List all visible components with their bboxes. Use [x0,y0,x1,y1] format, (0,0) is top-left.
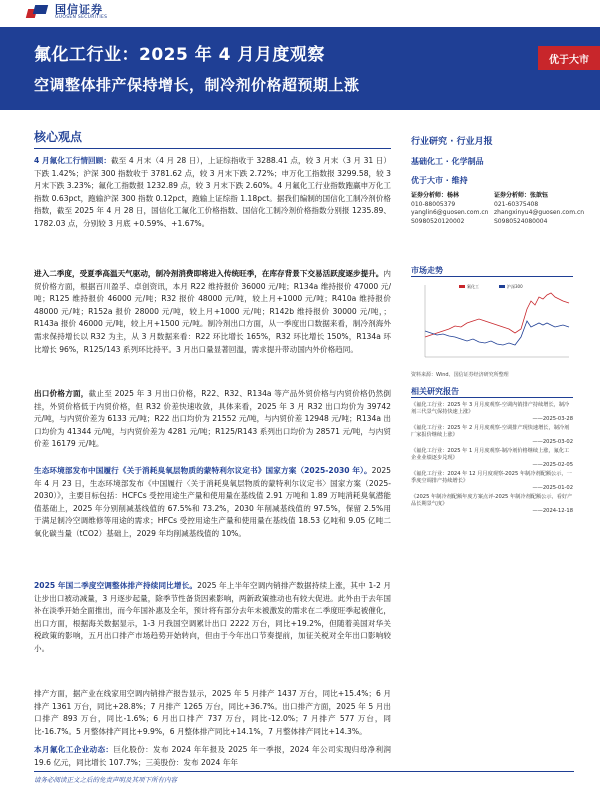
related-report-title: 《氟化工行业：2024 年 12 月月度观察-2025 年制冷剂配额公示，一季度空调排产持续增长》 [411,471,572,484]
logo-text-en: GUOSEN SECURITIES [55,14,108,20]
related-report-title: 《氟化工行业：2025 年 1 月月度观察-制冷剂价格继续上涨，氟化工企业业绩逐步兑现》 [411,448,570,461]
paragraph-body: 截止至 2025 年 3 月出口价格，R22、R32、R134a 等产品外贸价格与内贸价格仍然倒挂，外贸价格低于内贸价格，但 R32 价差快速收敛，具体来看，2025 年 3 月 R32 出口均价为 39742 元/吨，与内贸价差为 6133 元/吨；R22 出口均价为 21552 元/吨，与内贸价差 12948 元/吨；R134a 出口均价为 41344 元/吨，与内贸价差为 4281 元/吨；R125/R143 系列出口均价为 28571 元/吨，与内贸价差 16179 元/吨。 [34,389,391,449]
paragraph-body: 2025 年上半年空调内销排产数据持续上涨，其中 1-2 月让步出口被动减量，3 月逐步起量，除季节性备货因素影响，两新政策推动也有较大促进。此外由于去年国补在淡季开始全面推出，而今年国补惠及全年，预计将有部分去年未被激发的需求在二季度旺季起被催化，出口方面，根据海关数据显示，1-3 月我国空调累计出口 2222 万台，同比+19.2%，但随着美国对华关税政策的影响，五月出口排产市场趋势开始转向，但由于今年出口节奏提前，加征关税对全年出口影响较小。 [34,581,392,653]
paragraph-heading: 4 月氟化工行情回顾： [34,156,111,165]
legend-label-hs300: 沪深300 [507,284,523,289]
report-title: 氟化工行业：2025 年 4 月月度观察 [34,45,325,65]
rating-line: 优于大市 · 维持 [411,176,468,185]
paragraph-body: 巨化股份：发布 2024 年年报及 2025 年一季报，2024 年公司实现归母净利润 19.6 亿元，同比增长 107.7%；三美股份：发布 2024 年年 [34,745,392,767]
paragraph-body: 内贸价格方面，根据百川盈孚、卓创资讯，本月 R22 维持报价 36000 元/吨；R134a 维持报价 47000 元/吨；R125 维持报价 46000 元/吨；R32 报价 48000 元/吨，较上月+1000 元/吨；R410a 维持报价 48000 元/吨；R152a 报价 28000 元/吨，较上月+1000 元/吨；R142b 维持报价 30000 元/吨，；R143a 报价 46000 元/吨，较上月+1500 元/吨。制冷剂出口方面，从一季度出口数据来看，制冷剂海外需求保持增长以 R32 为主，从 3 月数据来看：R22 环比增长 165%，R32 环比增长 150%，R134a 环比增长 96%，R125/143 系列环比持平。3 月出口量显著回温，需求提升带动国内外价格趋同。 [34,269,391,354]
related-report-title: 《2025 年制冷剂配额年度方案点评-2025 年制冷剂配额公示，看好产品长期景气度》 [411,494,573,507]
footer-disclaimer: 请务必阅读正文之后的免责声明及其项下所有内容 [34,776,177,784]
related-report-item[interactable] [411,402,573,423]
footer-divider [34,771,574,772]
related-report-title: 《氟化工行业：2025 年 2 月月度观察-空调排产现快速增长，制冷剂厂家报价继续上涨》 [411,425,570,438]
paragraph-production-schedule [34,688,391,738]
related-report-item[interactable] [411,494,573,515]
analyst-email: yanglin6@guosen.com.cn [411,209,489,216]
related-report-date: ——2025-01-02 [532,485,573,491]
sector-label: 基础化工 · 化学制品 [411,157,484,166]
analyst-email: zhangxinyu4@guosen.com.cn [494,209,585,216]
market-trend-title: 市场走势 [411,266,443,275]
paragraph-ac-production [34,580,391,656]
market-trend-chart [411,279,573,369]
paragraph-heading: 进入二季度，受夏季高温天气驱动，制冷剂消费即将进入传统旺季，在库存背景下交易活跃度逐步提升。 [34,269,384,278]
related-reports-divider [411,397,573,398]
related-report-date: ——2025-03-28 [532,416,573,422]
legend-swatch-hs300 [499,285,505,288]
logo-text-cn: 国信证券 [55,2,103,16]
related-report-date: ——2024-12-18 [532,508,573,514]
related-report-date: ——2025-02-05 [532,462,573,468]
analyst-phone: 021-60375408 [494,200,539,208]
analyst-card-1 [411,192,488,226]
paragraph-company-news [34,744,391,769]
section-divider [34,148,391,149]
paragraph-body: 截至 4 月末（4 月 28 日），上证综指收于 3288.41 点，较 3 月末（3 月 31 日）下跌 1.42%；沪深 300 指数收于 3781.62 点，较 3 月末下跌 2.72%；申万化工指数报 3299.58，较 3 月末下跌 3.23%；氟化工指数报 1232.89 点，较 3 月末下跌 2.60%。4 月氟化工行业指数跑赢申万化工指数 0.63pct，跑输沪深 300 指数 0.12pct，跑输上证综指 1.18pct。据我们编制的国信化工制冷剂价格指数，截至 2025 年 4 月 28 日，国信化工氟化工价格指数、国信化工制冷剂价格指数分别报 1235.89、1782.03 点，分别较 3 月底 +0.59%、+1.67%。 [34,156,391,228]
report-category: 行业研究 · 行业月报 [411,137,493,147]
analyst-phone: 010-88005379 [411,200,456,208]
market-trend-divider [411,276,573,277]
legend-label-fluorine: 氟化工 [467,284,479,289]
paragraph-heading: 本月氟化工企业动态： [34,745,114,754]
paragraph-review [34,155,391,231]
paragraph-export-price [34,388,391,451]
paragraph-body: 2025 年 4 月 23 日，生态环境部发布《中国履行〈关于消耗臭氧层物质的蒙特利尔议定书〉国家方案（2025-2030）》，主要目标包括：HCFCs 受控用途生产量和使用量在基线值 2.91 万吨和 1.89 万吨消耗臭氧潜能值基础上，2025 年分别削减基线值的 67.5%和 73.2%，2030 年削减基线值的 97.5%，保留 2.5%用于满足制冷空调维修等用途的需求；HFCs 受控用途生产量和使用量在基线值 18.53 亿吨和 9.05 亿吨二氧化碳当量（tCO2）基础上，2029 年均削减基线值的 10%。 [34,466,391,538]
paragraph-heading: 2025 年国二季度空调整体排产持续同比增长。 [34,581,198,590]
rating-badge: 优于大市 [538,46,600,70]
logo-mark-icon [27,5,49,19]
paragraph-heading: 出口价格方面， [34,389,89,398]
analyst-card-2 [494,192,584,226]
related-report-date: ——2025-03-02 [532,439,573,445]
paragraph-body: 排产方面，据产业在线家用空调内销排产报告显示，2025 年 5 月排产 1437 万台，同比+15.4%；6 月排产 1361 万台，同比+28.8%；7 月排产 1265 万台，同比+36.7%。出口排产方面，2025 年 5 月出口排产 893 万台，同比-1.6%；6 月出口排产 737 万台，同比-12.0%；7 月排产 577 万台，同比-16.7%。5 月整体排产同比+9.9%，6 月整体排产同比+14.1%，7 月整体排产同比+14.3%。 [34,689,391,736]
paragraph-domestic-price [34,268,391,356]
analyst-name: 证券分析师：杨林 [411,192,460,199]
section-title: 核心观点 [34,130,83,144]
report-subtitle: 空调整体排产保持增长，制冷剂价格超预期上涨 [34,76,360,94]
related-report-item[interactable] [411,471,573,492]
analyst-cert: S0980524080004 [494,217,548,225]
company-logo [27,3,107,21]
related-reports-title: 相关研究报告 [411,387,459,396]
related-report-title: 《氟化工行业：2025 年 3 月月度观察-空调内销排产持续增长，制冷剂三代景气保持快速上涨》 [411,402,570,415]
paragraph-heading: 生态环境部发布中国履行《关于消耗臭氧层物质的蒙特利尔议定书》国家方案（2025-2030 年）。 [34,466,372,475]
legend-swatch-fluorine [459,285,465,288]
related-report-item[interactable] [411,448,573,469]
related-report-item[interactable] [411,425,573,446]
analyst-name: 证券分析师：张歆钰 [494,192,549,199]
analyst-cert: S0980520120002 [411,217,465,225]
chart-source-note: 资料来源：Wind、国信证券经济研究所整理 [411,372,509,378]
series-line-fluorine [425,293,569,337]
paragraph-montreal-protocol [34,465,391,541]
